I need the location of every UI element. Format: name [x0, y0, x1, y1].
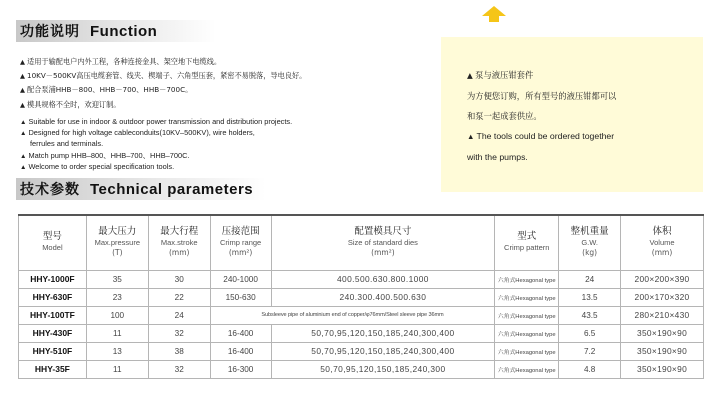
function-cn-item: ▲ 10KV－500KV高压电缆套管、线夹、楔端子、六角型压套，紧密不易脱落，导电良好。 [20, 69, 306, 83]
header-weight: 整机重量 G.W. (kg) [559, 215, 621, 270]
cell-pressure: 13 [86, 342, 148, 360]
pump-kit-note [441, 37, 703, 192]
cell-dies: Subsleeve pipe of aluminium end of copper/φ76mm/Steel sleeve pipe 36mm [210, 306, 495, 324]
tech-title-cn: 技术参数 [20, 182, 80, 198]
up-arrow-icon [480, 5, 508, 23]
tech-section-header [16, 178, 253, 200]
cell-dies: 400.500.630.800.1000 [271, 270, 495, 288]
function-cn-item: ▲ 适用于输配电户内外工程，各种连接金具、架空地下电缆线。 [20, 55, 306, 69]
header-dies: 配置模具尺寸 Size of standard dies (mm²) [271, 215, 495, 270]
cell-weight: 6.5 [559, 324, 621, 342]
cell-stroke: 24 [148, 306, 210, 324]
table-row [19, 306, 704, 324]
function-title-cn: 功能说明 [20, 24, 80, 40]
header-model: 型号 Model [19, 215, 87, 270]
function-list-cn [20, 55, 306, 112]
cell-range: 240-1000 [210, 270, 271, 288]
cell-stroke: 30 [148, 270, 210, 288]
cell-volume: 200×200×390 [621, 270, 704, 288]
cell-model: HHY-430F [19, 324, 87, 342]
cell-dies: 50,70,95,120,150,185,240,300 [271, 360, 495, 378]
spec-table [18, 214, 704, 379]
cell-range: 16-400 [210, 342, 271, 360]
cell-volume: 350×190×90 [621, 342, 704, 360]
header-volume: 体积 Volume (mm) [621, 215, 704, 270]
cell-type: 六角式Hexagonal type [495, 288, 559, 306]
cell-pressure: 23 [86, 288, 148, 306]
tech-title-en: Technical parameters [90, 180, 254, 198]
cell-weight: 4.8 [559, 360, 621, 378]
function-en-item: ▲ Match pump HHB–800、HHB–700、HHB–700C. [20, 151, 292, 162]
table-row [19, 342, 704, 360]
cell-volume: 200×170×320 [621, 288, 704, 306]
note-en-line-1: ▲ The tools could be ordered together [467, 126, 703, 147]
table-header-row [19, 215, 704, 270]
cell-type: 六角式Hexagonal type [495, 306, 559, 324]
table-row [19, 360, 704, 378]
header-range: 压接范围 Crimp range (mm²) [210, 215, 271, 270]
cell-volume: 280×210×430 [621, 306, 704, 324]
function-title-en: Function [90, 22, 158, 40]
cell-model: HHY-35F [19, 360, 87, 378]
function-section-header [16, 20, 157, 42]
cell-weight: 24 [559, 270, 621, 288]
cell-weight: 7.2 [559, 342, 621, 360]
function-list-en [20, 117, 292, 173]
cell-pressure: 35 [86, 270, 148, 288]
table-row [19, 270, 704, 288]
function-en-item: ▲ Designed for high voltage cableconduits(10KV–500KV), wire holders, [20, 128, 292, 139]
cell-dies: 50,70,95,120,150,185,240,300,400 [271, 342, 495, 360]
cell-range: 150-630 [210, 288, 271, 306]
note-cn-line-1: ▲ 泵与液压钳套件 [467, 65, 703, 86]
cell-volume: 350×190×90 [621, 324, 704, 342]
cell-type: 六角式Hexagonal type [495, 342, 559, 360]
function-cn-item: ▲ 配合泵浦HHB－800、HHB－700、HHB－700C。 [20, 83, 306, 97]
cell-pressure: 11 [86, 360, 148, 378]
cell-weight: 43.5 [559, 306, 621, 324]
cell-stroke: 32 [148, 324, 210, 342]
table-row [19, 288, 704, 306]
cell-pressure: 11 [86, 324, 148, 342]
header-pressure: 最大压力 Max.pressure (T) [86, 215, 148, 270]
cell-model: HHY-630F [19, 288, 87, 306]
header-type: 型式 Crimp pattern [495, 215, 559, 270]
cell-weight: 13.5 [559, 288, 621, 306]
cell-stroke: 32 [148, 360, 210, 378]
function-cn-item: ▲ 模具规格不全时，欢迎订制。 [20, 98, 306, 112]
cell-range: 16-300 [210, 360, 271, 378]
cell-type: 六角式Hexagonal type [495, 324, 559, 342]
header-stroke: 最大行程 Max.stroke (mm) [148, 215, 210, 270]
cell-range: 16-400 [210, 324, 271, 342]
cell-type: 六角式Hexagonal type [495, 270, 559, 288]
note-en-line-2: with the pumps. [467, 152, 528, 162]
cell-model: HHY-1000F [19, 270, 87, 288]
note-cn-line-3: 和泵一起成套供应。 [467, 111, 542, 121]
cell-model: HHY-100TF [19, 306, 87, 324]
cell-dies: 50,70,95,120,150,185,240,300,400 [271, 324, 495, 342]
cell-type: 六角式Hexagonal type [495, 360, 559, 378]
function-en-item: ▲ Suitable for use in indoor & outdoor power transmission and distribution projects. [20, 117, 292, 128]
cell-model: HHY-510F [19, 342, 87, 360]
note-cn-line-2: 为方便您订购，所有型号的液压钳都可以 [467, 91, 617, 101]
cell-pressure: 100 [86, 306, 148, 324]
function-en-item: ▲ Welcome to order special specification tools. [20, 162, 292, 173]
function-en-item: ferrules and terminals. [30, 139, 104, 149]
cell-stroke: 22 [148, 288, 210, 306]
cell-stroke: 38 [148, 342, 210, 360]
cell-volume: 350×190×90 [621, 360, 704, 378]
cell-dies: 240.300.400.500.630 [271, 288, 495, 306]
table-row [19, 324, 704, 342]
